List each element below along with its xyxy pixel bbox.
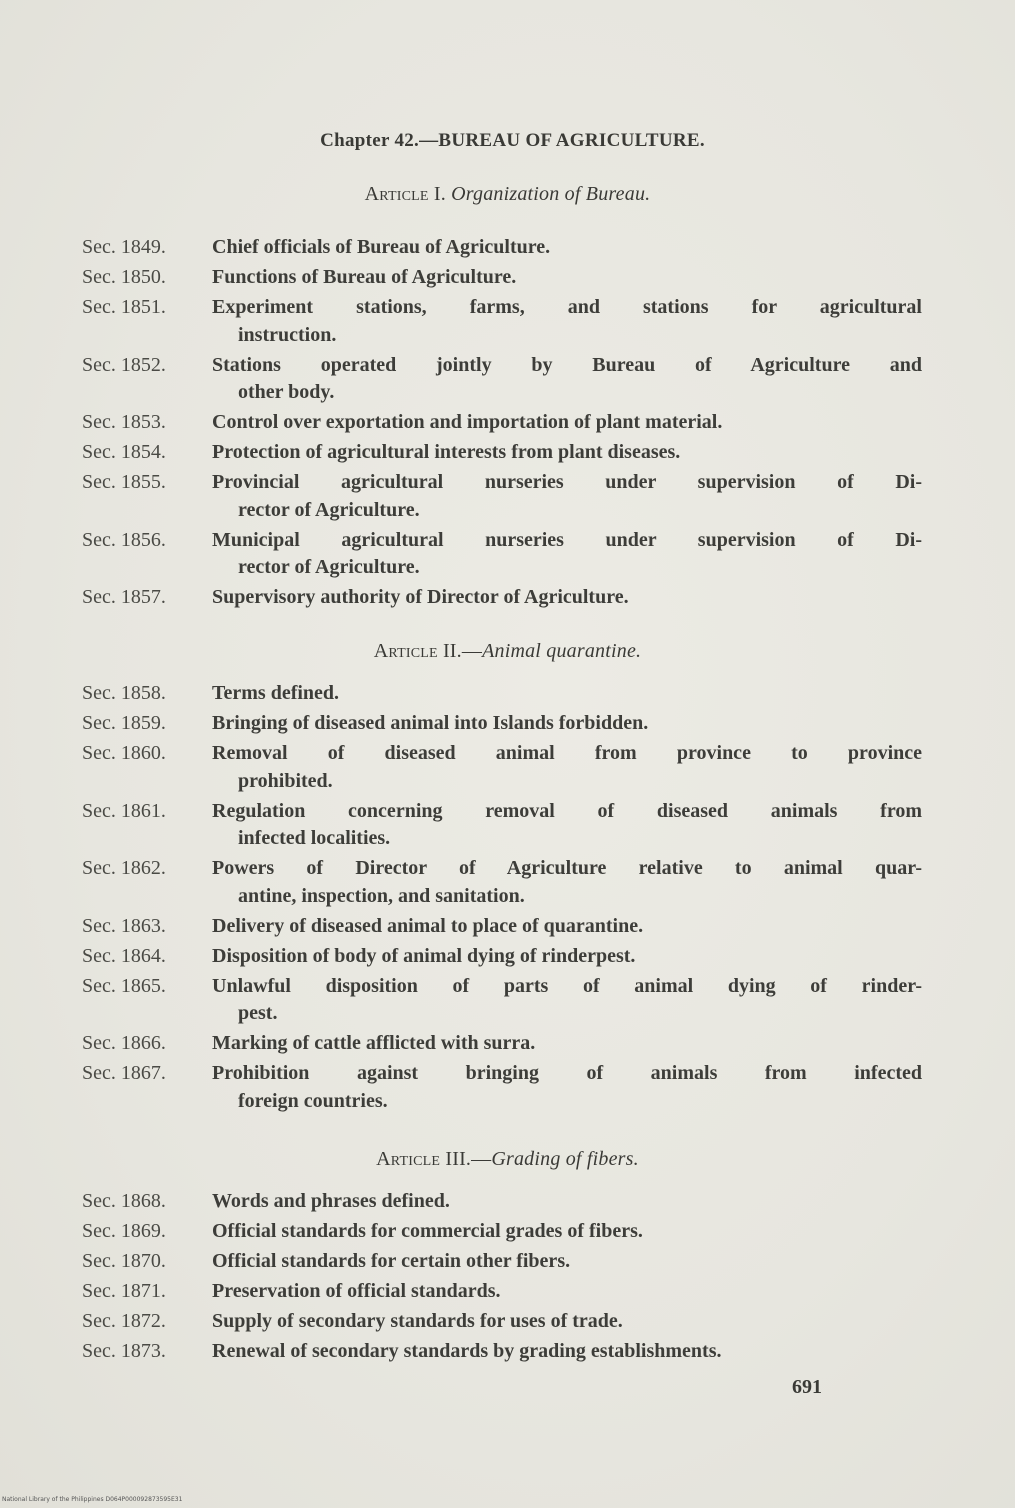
section-title-line: Official standards for commercial grades of fibers. [212, 1220, 643, 1242]
section-list-2 [82, 680, 922, 1118]
section-entry [82, 527, 922, 582]
section-entry [82, 710, 922, 738]
section-entry [82, 409, 922, 437]
section-entry [82, 1218, 922, 1246]
section-number: Sec. 1858. [82, 682, 166, 704]
article-heading-1 [0, 183, 1015, 206]
section-entry [82, 680, 922, 708]
section-title [212, 294, 922, 349]
section-number: Sec. 1856. [82, 528, 166, 551]
article-heading-3 [0, 1148, 1015, 1171]
section-number: Sec. 1849. [82, 236, 166, 258]
section-title [212, 740, 922, 795]
section-title-line: Marking of cattle afflicted with surra. [212, 1032, 536, 1054]
section-title [212, 527, 922, 582]
section-title-line: Unlawful disposition of parts of animal dying of rinder- [212, 974, 922, 997]
section-number: Sec. 1860. [82, 742, 166, 764]
article-title: Organization of Bureau. [451, 183, 651, 205]
section-title [212, 1308, 922, 1336]
section-number: Sec. 1850. [82, 266, 166, 288]
section-title [212, 439, 922, 467]
section-list-1 [82, 234, 922, 614]
section-entry [82, 234, 922, 262]
section-entry [82, 584, 922, 612]
section-title-line: Removal of diseased animal from province to province [212, 742, 922, 764]
section-title [212, 973, 922, 1028]
section-title-line: infected localities. [238, 827, 391, 849]
section-title [212, 943, 922, 971]
section-entry [82, 798, 922, 853]
article-label: Article I. [364, 183, 446, 205]
section-number: Sec. 1871. [82, 1280, 166, 1302]
section-title-line: Supply of secondary standards for uses of trade. [212, 1310, 623, 1332]
section-number: Sec. 1864. [82, 944, 166, 967]
section-title [212, 1060, 922, 1115]
section-entry [82, 1338, 922, 1366]
section-number: Sec. 1853. [82, 411, 166, 433]
section-entry [82, 973, 922, 1028]
section-number: Sec. 1872. [82, 1310, 166, 1332]
section-entry [82, 1248, 922, 1276]
section-title-line: Functions of Bureau of Agriculture. [212, 266, 517, 288]
section-number: Sec. 1865. [82, 974, 166, 997]
section-number: Sec. 1869. [82, 1220, 166, 1242]
section-number: Sec. 1852. [82, 353, 166, 376]
section-title-line: Preservation of official standards. [212, 1280, 501, 1302]
section-title [212, 913, 922, 941]
section-title [212, 1188, 922, 1216]
section-number: Sec. 1866. [82, 1032, 166, 1054]
section-title [212, 352, 922, 407]
section-number: Sec. 1868. [82, 1190, 166, 1212]
section-number: Sec. 1851. [82, 296, 166, 318]
section-entry [82, 469, 922, 524]
section-number: Sec. 1857. [82, 586, 166, 608]
section-number: Sec. 1854. [82, 441, 166, 463]
section-title [212, 1278, 922, 1306]
section-title-line: instruction. [238, 323, 337, 346]
section-title-line: other body. [238, 381, 335, 403]
section-title-line: Supervisory authority of Director of Agriculture. [212, 586, 629, 608]
section-entry [82, 855, 922, 910]
section-title-line: antine, inspection, and sanitation. [238, 884, 525, 907]
section-entry [82, 439, 922, 467]
section-title [212, 710, 922, 738]
section-list-3 [82, 1188, 922, 1368]
section-title-line: Experiment stations, farms, and stations for agricultural [212, 296, 922, 318]
section-entry [82, 1278, 922, 1306]
section-entry [82, 1060, 922, 1115]
section-title [212, 264, 922, 292]
section-title-line: Bringing of diseased animal into Islands forbidden. [212, 712, 649, 734]
section-title-line: Delivery of diseased animal to place of quarantine. [212, 914, 644, 937]
section-title-line: Official standards for certain other fibers. [212, 1250, 571, 1272]
section-title-line: foreign countries. [238, 1089, 388, 1112]
section-title-line: Powers of Director of Agriculture relative to animal quar- [212, 857, 922, 879]
page-number: 691 [792, 1376, 822, 1398]
section-entry [82, 913, 922, 941]
section-title-line: Prohibition against bringing of animals from infected [212, 1062, 922, 1084]
section-title-line: Chief officials of Bureau of Agriculture. [212, 236, 551, 258]
section-title-line: rector of Agriculture. [238, 556, 420, 578]
section-title-line: Stations operated jointly by Bureau of Agriculture and [212, 353, 922, 376]
article-title: Grading of fibers. [491, 1148, 639, 1170]
section-title-line: Control over exportation and importation of plant material. [212, 411, 723, 433]
section-entry [82, 1188, 922, 1216]
section-title [212, 234, 922, 262]
section-title-line: pest. [238, 1002, 278, 1024]
section-number: Sec. 1873. [82, 1340, 166, 1362]
section-title [212, 409, 922, 437]
section-title [212, 1248, 922, 1276]
section-title-line: Protection of agricultural interests from plant diseases. [212, 441, 681, 463]
section-number: Sec. 1859. [82, 712, 166, 734]
section-title [212, 584, 922, 612]
article-title: Animal quarantine. [482, 640, 642, 662]
section-number: Sec. 1870. [82, 1250, 166, 1272]
section-entry [82, 1030, 922, 1058]
section-title [212, 1338, 922, 1366]
section-title-line: Renewal of secondary standards by grading establishments. [212, 1340, 722, 1362]
section-title-line: prohibited. [238, 769, 333, 792]
section-title [212, 798, 922, 853]
section-title [212, 855, 922, 910]
section-title-line: Terms defined. [212, 682, 340, 704]
article-heading-2 [0, 640, 1015, 663]
section-title-line: Municipal agricultural nurseries under supervision of Di- [212, 528, 922, 551]
section-title-line: rector of Agriculture. [238, 498, 420, 521]
section-entry [82, 1308, 922, 1336]
section-entry [82, 294, 922, 349]
section-number: Sec. 1862. [82, 857, 166, 879]
section-title [212, 680, 922, 708]
section-title [212, 1030, 922, 1058]
section-title-line: Provincial agricultural nurseries under supervision of Di- [212, 471, 922, 493]
section-number: Sec. 1861. [82, 799, 166, 822]
section-entry [82, 740, 922, 795]
article-label: Article III.— [376, 1148, 492, 1170]
section-title-line: Regulation concerning removal of diseased animals from [212, 799, 922, 822]
section-title [212, 469, 922, 524]
section-title-line: Disposition of body of animal dying of rinderpest. [212, 944, 636, 967]
section-number: Sec. 1867. [82, 1062, 166, 1084]
section-number: Sec. 1855. [82, 471, 166, 493]
section-number: Sec. 1863. [82, 914, 166, 937]
section-entry [82, 264, 922, 292]
footer-credit: National Library of the Philippines D064P000092873595E31 [2, 1496, 183, 1503]
section-entry [82, 352, 922, 407]
section-entry [82, 943, 922, 971]
article-label: Article II.— [373, 640, 483, 662]
section-title-line: Words and phrases defined. [212, 1190, 450, 1212]
section-title [212, 1218, 922, 1246]
chapter-title: Chapter 42.—BUREAU OF AGRICULTURE. [320, 130, 705, 151]
